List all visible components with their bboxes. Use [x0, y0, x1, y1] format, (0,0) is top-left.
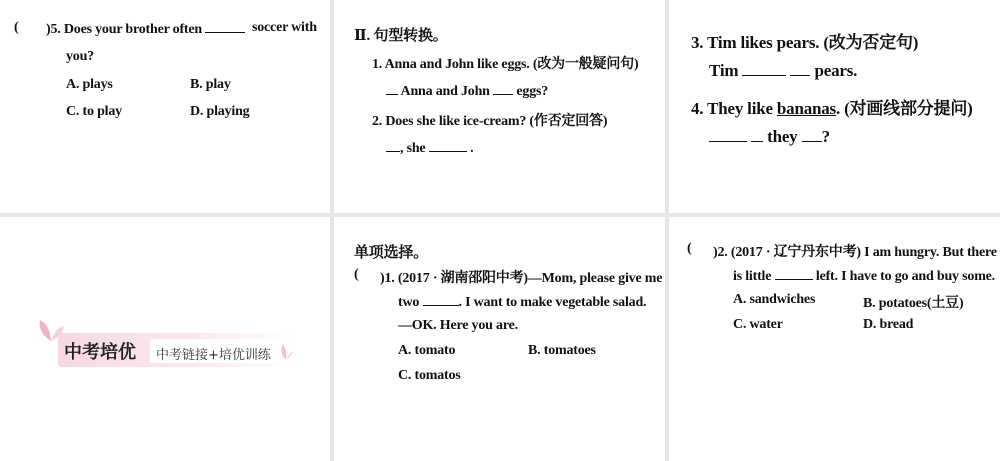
- answer-line-2: , she .: [386, 139, 473, 157]
- question-1-line3: —OK. Here you are.: [398, 318, 518, 333]
- option-c: C. to play: [66, 104, 122, 119]
- option-b: B. play: [190, 77, 231, 92]
- answer-line-3: Tim pears.: [709, 61, 858, 80]
- section-heading: Ⅱ. 句型转换。: [354, 28, 448, 44]
- option-d: D. playing: [190, 104, 250, 119]
- option-d: D. bread: [863, 317, 914, 332]
- question-4: 4. They like bananas. (对画线部分提问): [691, 99, 973, 118]
- panel-question-5: [0, 0, 330, 213]
- badge-subtitle: 中考链接+培优训练: [156, 348, 271, 363]
- question-text: )5. Does your brother often: [46, 20, 245, 38]
- panel-multiple-choice-2: [669, 217, 1000, 461]
- answer-paren: (: [354, 267, 359, 282]
- option-a: A. plays: [66, 77, 113, 92]
- underlined-word: bananas: [776, 99, 836, 118]
- question-1-line2: two . I want to make vegetable salad.: [398, 295, 647, 310]
- panel-sentence-transform: [334, 0, 665, 213]
- answer-line-4: they ?: [709, 127, 830, 147]
- question-1: )1. (2017 · 湖南邵阳中考)—Mom, please give me: [380, 271, 663, 286]
- option-a: A. sandwiches: [733, 292, 816, 307]
- panel-section-badge: [0, 217, 330, 461]
- question-1: 1. Anna and John like eggs. (改为一般疑问句): [372, 57, 639, 72]
- answer-paren: (: [687, 241, 692, 256]
- option-c: C. tomatos: [398, 368, 461, 383]
- question-3: 3. Tim likes pears. (改为否定句): [691, 33, 919, 52]
- answer-paren: (: [14, 20, 19, 35]
- panel-questions-3-4: [669, 0, 1000, 213]
- option-c: C. water: [733, 317, 783, 332]
- answer-line-1: Anna and John eggs?: [386, 82, 548, 100]
- question-text-line2: you?: [66, 49, 94, 64]
- question-2-line2: is little left. I have to go and buy some.: [733, 269, 995, 284]
- question-2: )2. (2017 · 辽宁丹东中考) I am hungry. But there: [713, 245, 997, 260]
- leaf-icon: [278, 343, 294, 361]
- section-heading: 单项选择。: [354, 245, 429, 261]
- question-2: 2. Does she like ice-cream? (作否定回答): [372, 114, 608, 129]
- option-b: B. tomatoes: [528, 343, 596, 358]
- question-text-end: soccer with: [252, 20, 317, 35]
- panel-multiple-choice-1: [334, 217, 665, 461]
- option-b: B. potatoes(土豆): [863, 296, 964, 311]
- badge-title: 中考培优: [64, 342, 136, 363]
- option-a: A. tomato: [398, 343, 456, 358]
